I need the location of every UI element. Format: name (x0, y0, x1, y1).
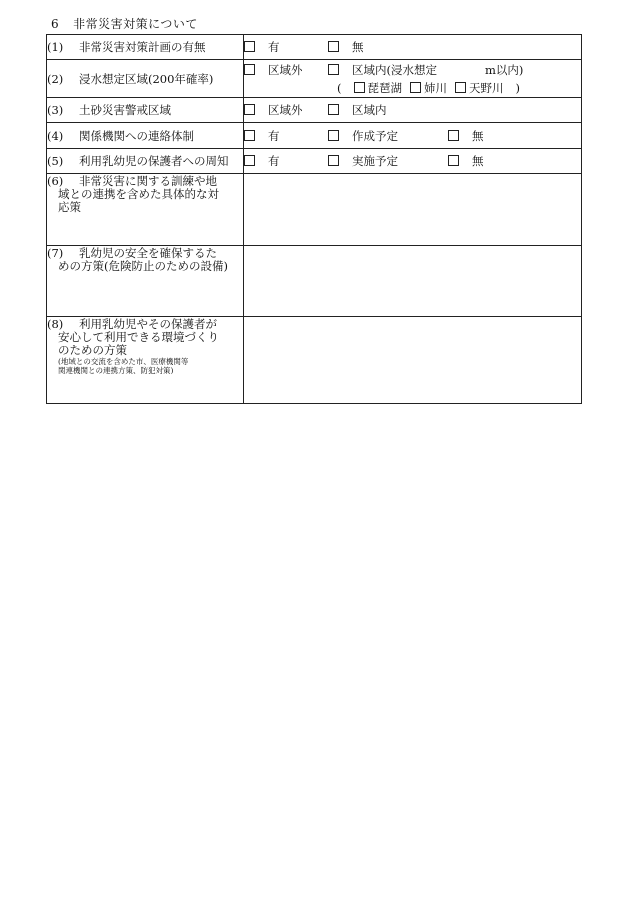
row-options (244, 98, 582, 123)
checkbox-icon[interactable] (328, 104, 339, 115)
option-label: 無 (352, 40, 364, 54)
option-planned[interactable] (328, 153, 448, 169)
section-heading (51, 15, 198, 32)
option-label: 区域内 (352, 103, 387, 117)
row-note: (地域との交流を含めた市、医療機関等 (58, 357, 189, 366)
row-note: 関連機関との連携方策、防犯対策) (58, 366, 174, 375)
row-landslide-zone (47, 98, 582, 123)
row-number: (8) (47, 317, 64, 331)
environment-measures-field[interactable] (244, 317, 582, 404)
option-outside-zone[interactable] (244, 62, 328, 78)
training-measures-field[interactable] (244, 174, 582, 246)
row-training-measures (47, 174, 582, 246)
row-number: (1) (47, 40, 64, 54)
option-label: 区域外 (268, 103, 303, 117)
row-flood-zone (47, 60, 582, 98)
option-no[interactable] (448, 128, 484, 144)
option-amanogawa[interactable] (455, 80, 504, 96)
row-label-text: 域との連携を含めた具体的な対 (58, 187, 219, 201)
option-label: 作成予定 (352, 128, 398, 143)
checkbox-icon[interactable] (410, 82, 421, 93)
option-label: 天野川 (469, 80, 504, 95)
section-number: 6 (51, 17, 60, 31)
option-outside-zone[interactable] (244, 102, 328, 118)
row-label (47, 123, 244, 149)
option-label: 有 (268, 154, 280, 168)
option-label: 実施予定 (352, 154, 398, 168)
option-inside-zone[interactable] (328, 102, 387, 118)
row-options (244, 60, 582, 98)
row-options (244, 149, 582, 174)
row-label-text: 利用乳幼児やその保護者が (79, 317, 217, 331)
paren-close: ) (515, 80, 520, 95)
checkbox-icon[interactable] (448, 155, 459, 166)
option-planned[interactable] (328, 128, 448, 144)
option-yes[interactable] (244, 153, 328, 169)
row-number: (7) (47, 246, 64, 260)
paren-open: ( (337, 80, 342, 95)
row-label-text: 乳幼児の安全を確保するた (79, 246, 217, 260)
row-environment-measures (47, 317, 582, 404)
checkbox-icon[interactable] (455, 82, 466, 93)
row-options (244, 123, 582, 149)
row-number: (6) (47, 174, 64, 188)
row-label (47, 35, 244, 60)
depth-unit: m以内) (485, 62, 524, 77)
row-label-text: めの方策(危険防止のための設備) (58, 259, 228, 273)
option-label: 区域外 (268, 62, 303, 77)
option-anegawa[interactable] (410, 80, 447, 96)
row-label (47, 60, 244, 98)
checkbox-icon[interactable] (244, 104, 255, 115)
row-label-text: 浸水想定区域(200年確率) (79, 71, 214, 86)
row-safety-measures (47, 246, 582, 317)
checkbox-icon[interactable] (244, 130, 255, 141)
option-biwako[interactable] (354, 80, 403, 96)
row-disaster-plan (47, 35, 582, 60)
option-label: 区域内(浸水想定 (352, 62, 437, 77)
checkbox-icon[interactable] (328, 64, 339, 75)
option-label: 琵琶湖 (367, 80, 402, 95)
checkbox-icon[interactable] (244, 64, 255, 75)
checkbox-icon[interactable] (328, 41, 339, 52)
option-label: 無 (472, 128, 484, 143)
checkbox-icon[interactable] (244, 41, 255, 52)
row-contact-system (47, 123, 582, 149)
checkbox-icon[interactable] (354, 82, 365, 93)
row-options (244, 35, 582, 60)
row-label (47, 174, 244, 246)
row-label-text: 土砂災害警戒区域 (79, 103, 171, 117)
section-title: 非常災害対策について (73, 17, 198, 31)
row-label-text: 安心して利用できる環境づくり (58, 330, 219, 344)
row-number: (2) (47, 71, 64, 86)
row-number: (3) (47, 103, 64, 117)
option-label: 姉川 (424, 80, 447, 95)
option-no[interactable] (448, 153, 484, 169)
row-label-text: のための方策 (58, 343, 127, 357)
option-yes[interactable] (244, 128, 328, 144)
option-label: 有 (268, 128, 280, 143)
row-label-text: 非常災害対策計画の有無 (79, 40, 206, 54)
option-label: 無 (472, 154, 484, 168)
row-label-text: 関係機関への連絡体制 (79, 128, 194, 143)
checkbox-icon[interactable] (244, 155, 255, 166)
option-yes[interactable] (244, 39, 328, 55)
row-parent-notice (47, 149, 582, 174)
row-label-text: 非常災害に関する訓練や地 (79, 174, 217, 188)
row-label (47, 149, 244, 174)
checkbox-icon[interactable] (448, 130, 459, 141)
row-label-text: 応策 (58, 200, 81, 214)
row-label (47, 98, 244, 123)
disaster-measures-form (46, 34, 582, 404)
checkbox-icon[interactable] (328, 130, 339, 141)
row-label (47, 246, 244, 317)
row-number: (4) (47, 128, 64, 143)
option-inside-zone[interactable] (328, 62, 437, 78)
row-number: (5) (47, 154, 64, 168)
option-no[interactable] (328, 39, 364, 55)
option-label: 有 (268, 40, 280, 54)
row-label (47, 317, 244, 404)
safety-measures-field[interactable] (244, 246, 582, 317)
row-label-text: 利用乳幼児の保護者への周知 (79, 154, 229, 168)
checkbox-icon[interactable] (328, 155, 339, 166)
